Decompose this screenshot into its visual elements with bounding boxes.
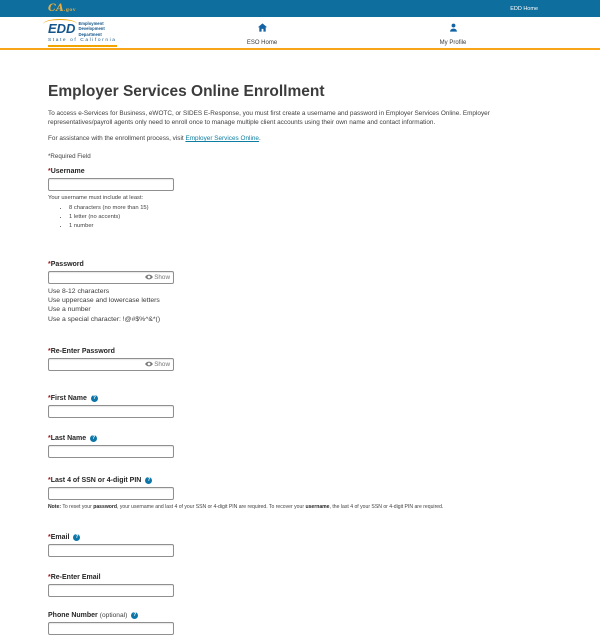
employer-services-online-link[interactable]: Employer Services Online: [185, 134, 259, 142]
ssn-pin-input[interactable]: [48, 487, 174, 500]
eye-icon: [145, 361, 153, 367]
phone-field-group: [48, 612, 555, 635]
reenter-email-label: * Re-Enter Email: [48, 573, 101, 581]
nav-my-profile[interactable]: [420, 20, 486, 46]
nav-eso-home[interactable]: [230, 20, 294, 46]
username-rule: • 1 letter (no accents): [69, 213, 555, 222]
required-field-note: *Required Field: [48, 152, 91, 160]
password-label: * Password: [48, 260, 84, 268]
required-asterisk: *: [48, 573, 51, 581]
first-name-input[interactable]: [48, 405, 174, 418]
last-name-input[interactable]: [48, 445, 174, 458]
person-icon: [448, 22, 459, 33]
edd-logo-mark: EDD: [48, 21, 76, 36]
required-asterisk: *: [48, 260, 51, 268]
first-name-field-group: [48, 395, 555, 418]
site-header: [0, 17, 600, 48]
username-rule: • 1 number: [69, 222, 555, 231]
ssn-pin-note: Note: To reset your password, your username and last 4 of your SSN or 4-digit PIN are required. To recover your username, the last 4 of your SSN or 4-digit PIN are required.: [48, 503, 444, 510]
required-asterisk: *: [48, 434, 51, 442]
password-input-wrap: [48, 271, 174, 284]
password-field-group: [48, 261, 555, 324]
intro-text: To access e-Services for Business, eWOTC, or SIDES E-Response, you must first create a username and password in Employer Services Online. Employer representatives/payroll agents only need to enroll once to manage multiple client accounts using their own name and contact information.: [48, 110, 490, 126]
username-field-group: [48, 168, 555, 231]
reenter-password-input[interactable]: [49, 361, 145, 368]
gold-divider: [0, 48, 600, 50]
reenter-email-input[interactable]: [48, 584, 174, 597]
password-show-button[interactable]: Show: [145, 274, 173, 281]
required-asterisk: *: [48, 476, 51, 484]
required-asterisk: *: [48, 167, 51, 175]
page-title: Employer Services Online Enrollment: [48, 83, 325, 100]
edd-home-link[interactable]: EDD Home: [510, 5, 538, 12]
username-rules-list: [48, 204, 555, 231]
username-rule: • 8 characters (no more than 15): [69, 204, 555, 213]
reenter-password-input-wrap: [48, 358, 174, 371]
help-icon[interactable]: ?: [92, 435, 96, 442]
password-rules: [48, 287, 555, 324]
first-name-label: * First Name ?: [48, 394, 96, 402]
phone-input[interactable]: [48, 622, 174, 635]
username-input[interactable]: [48, 178, 174, 191]
reenter-email-field-group: [48, 574, 555, 597]
email-field-group: [48, 534, 555, 557]
enrollment-page: [0, 83, 600, 635]
required-asterisk: *: [48, 533, 51, 541]
ssn-pin-label: * Last 4 of SSN or 4-digit PIN ?: [48, 476, 151, 484]
password-rule: Use uppercase and lowercase letters: [48, 297, 160, 305]
username-label: * Username: [48, 167, 85, 175]
username-hint: Your username must include at least:: [48, 194, 144, 201]
reenter-password-field-group: [48, 348, 555, 371]
utility-bar: [0, 0, 600, 17]
optional-tag: (optional): [99, 611, 128, 619]
help-icon[interactable]: ?: [75, 534, 79, 541]
help-icon[interactable]: ?: [92, 395, 96, 402]
reenter-password-show-button[interactable]: Show: [145, 361, 173, 368]
assistance-text: For assistance with the enrollment process, visit Employer Services Online.: [48, 134, 261, 142]
required-asterisk: *: [48, 394, 51, 402]
password-rule: Use a special character: !@#$%^&*(): [48, 315, 161, 323]
eye-icon: [145, 274, 153, 280]
ssn-pin-field-group: [48, 477, 555, 510]
help-icon[interactable]: ?: [147, 477, 151, 484]
cagov-logo[interactable]: CA.gov: [48, 2, 77, 14]
email-label: * Email ?: [48, 533, 79, 541]
required-asterisk: *: [48, 347, 51, 355]
last-name-field-group: [48, 435, 555, 458]
home-icon: [257, 22, 268, 33]
reenter-password-label: * Re-Enter Password: [48, 347, 115, 355]
edd-logo-dept: Employment Development Department: [78, 21, 105, 37]
password-rule: Use 8-12 characters: [48, 287, 110, 295]
phone-label: Phone Number (optional) ?: [48, 611, 137, 619]
password-input[interactable]: [49, 274, 145, 281]
edd-logo-state: State of California: [48, 38, 117, 47]
nav-eso-home-label: ESO Home: [246, 40, 278, 46]
nav-my-profile-label: My Profile: [439, 40, 467, 46]
last-name-label: * Last Name ?: [48, 434, 96, 442]
password-rule: Use a number: [48, 306, 91, 314]
help-icon[interactable]: ?: [133, 612, 137, 619]
edd-logo[interactable]: [48, 19, 117, 47]
email-input[interactable]: [48, 544, 174, 557]
